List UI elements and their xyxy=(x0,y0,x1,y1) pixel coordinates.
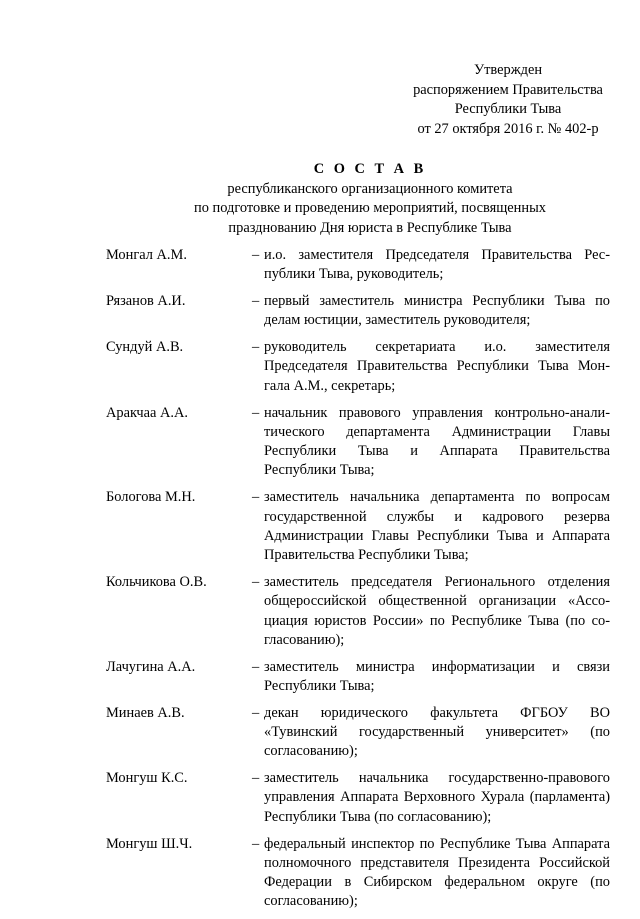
member-dash: – xyxy=(252,770,260,787)
document-heading xyxy=(100,160,640,238)
member-row xyxy=(106,835,610,912)
subtitle-line: празднованию Дня юриста в Республике Тыва xyxy=(228,219,512,236)
approval-line: от 27 октября 2016 г. № 402-р xyxy=(417,120,599,137)
member-row xyxy=(106,573,610,650)
member-role: заместитель министра информатизации и связи Республики Тыва; xyxy=(264,658,610,694)
member-role: заместитель начальника государственно-правового управления Аппарата Верховного Хурала (парламента) Республики Тыва (по согласованию); xyxy=(264,770,610,825)
approval-line: распоряжением Правительства xyxy=(413,81,603,98)
member-name: Монгал А.М. xyxy=(106,247,187,263)
member-name: Монгуш К.С. xyxy=(106,770,188,787)
member-role: начальник правового управления контрольно-анали-тического департамента Администрации Главы Республики Тыва и Аппарата Правительства Республики Тыва; xyxy=(264,404,610,479)
member-dash: – xyxy=(252,835,260,852)
approval-line: Утвержден xyxy=(473,62,543,78)
subtitle-line: по подготовке и проведению мероприятий, посвященных xyxy=(194,200,546,217)
member-dash: – xyxy=(252,704,260,721)
member-row xyxy=(106,488,610,565)
member-name: Лачугина А.А. xyxy=(106,658,196,675)
approval-block xyxy=(398,61,618,139)
member-name: Бологова М.Н. xyxy=(106,489,196,506)
member-role: федеральный инспектор по Республике Тыва Аппарата полномочного представителя Президента Российской Федерации в Сибирском федеральном округе (по согласованию); xyxy=(264,835,610,910)
member-row xyxy=(106,704,610,762)
approval-line: Республики Тыва xyxy=(454,101,562,118)
document-subtitle xyxy=(100,180,640,239)
member-dash: – xyxy=(252,339,260,356)
member-role: заместитель председателя Регионального отделения общероссийской общественной организации «Ассо-циация юристов России» по Республике Тыва (по со-гласованию); xyxy=(264,573,610,648)
member-row xyxy=(106,658,610,697)
member-name: Кольчикова О.В. xyxy=(106,573,207,590)
member-role: и.о. заместителя Председателя Правительства Рес-публики Тыва, руководитель; xyxy=(264,247,610,283)
member-dash: – xyxy=(252,573,260,590)
member-row xyxy=(106,769,610,827)
member-name: Монгуш Ш.Ч. xyxy=(106,835,193,852)
member-name: Рязанов А.И. xyxy=(106,293,186,310)
member-dash: – xyxy=(252,247,260,263)
member-dash: – xyxy=(252,293,260,310)
member-dash: – xyxy=(252,658,260,675)
member-role: заместитель начальника департамента по вопросам государственной службы и кадрового резерва Администрации Главы Республики Тыва и Аппарата Правительства Республики Тыва; xyxy=(264,489,610,564)
member-name: Аракчаа А.А. xyxy=(106,404,188,421)
member-dash: – xyxy=(252,489,260,506)
member-name: Минаев А.В. xyxy=(106,704,185,721)
document-title: С О С Т А В xyxy=(313,161,427,177)
member-name: Сундуй А.В. xyxy=(106,339,184,356)
member-role: первый заместитель министра Республики Тыва по делам юстиции, заместитель руководителя; xyxy=(264,293,610,329)
member-role: руководитель секретариата и.о. заместителя Председателя Правительства Республики Тыва Мон-гала А.М., секретарь; xyxy=(264,339,610,394)
member-dash: – xyxy=(252,404,260,421)
member-row xyxy=(106,292,610,331)
member-row xyxy=(106,338,610,396)
subtitle-line: республиканского организационного комитета xyxy=(227,180,513,197)
member-row xyxy=(106,246,610,285)
members-list xyxy=(106,246,610,919)
member-row xyxy=(106,404,610,481)
member-role: декан юридического факультета ФГБОУ ВО «Тувинский государственный университет» (по согласованию); xyxy=(264,704,610,760)
